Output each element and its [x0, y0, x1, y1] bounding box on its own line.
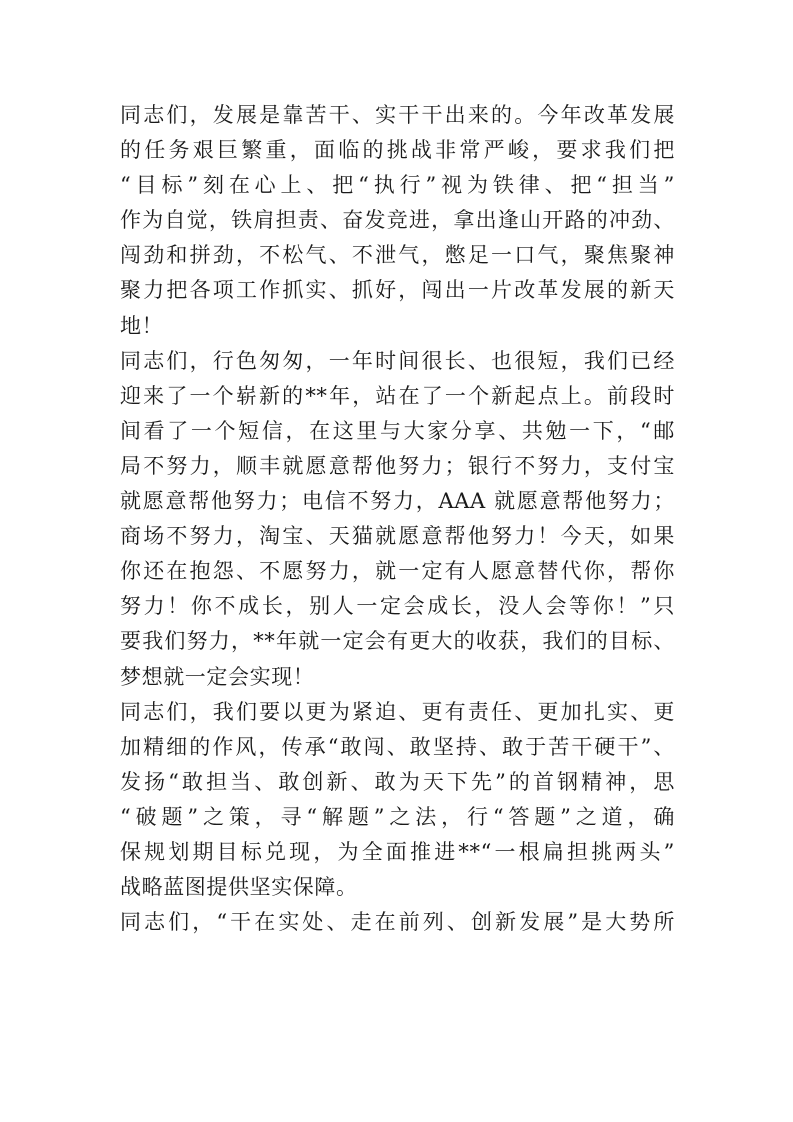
text-line: 梦想就一定会实现！ — [120, 664, 315, 689]
text-line: 聚力把各项工作抓实、抓好，闯出一片改革发展的新天 — [120, 278, 675, 303]
text-line: 迎来了一个崭新的**年，站在了一个新起点上。前段时 — [120, 383, 675, 408]
text-line: 间看了一个短信，在这里与大家分享、共勉一下，“邮 — [120, 418, 675, 443]
text-line: “破题”之策，寻“解题”之法，行“答题”之道，确 — [120, 804, 675, 829]
document-body — [120, 98, 675, 940]
text-line: 闯劲和拼劲，不松气、不泄气，憋足一口气，聚焦聚神 — [120, 243, 675, 268]
paragraph-4 — [120, 905, 675, 940]
paragraph-1 — [120, 98, 675, 344]
text-line: 要我们努力，**年就一定会有更大的收获，我们的目标、 — [120, 629, 675, 654]
text-line: 的任务艰巨繁重，面临的挑战非常严峻，要求我们把 — [120, 138, 675, 163]
paragraph-2 — [120, 344, 675, 695]
text-line: 局不努力，顺丰就愿意帮他努力；银行不努力，支付宝 — [120, 453, 675, 478]
text-line: 地！ — [120, 313, 164, 338]
text-line: 同志们，行色匆匆，一年时间很长、也很短，我们已经 — [120, 348, 675, 373]
text-line: 加精细的作风，传承“敢闯、敢坚持、敢于苦干硬干”、 — [120, 734, 675, 759]
text-line: 你还在抱怨、不愿努力，就一定有人愿意替代你，帮你 — [120, 559, 675, 584]
text-line: 同志们，发展是靠苦干、实干干出来的。今年改革发展 — [120, 103, 675, 127]
text-line: 战略蓝图提供坚实保障。 — [120, 875, 358, 900]
text-line: 商场不努力，淘宝、天猫就愿意帮他努力！今天，如果 — [120, 524, 675, 549]
text-line: 就愿意帮他努力；电信不努力，AAA 就愿意帮他努力； — [120, 489, 675, 514]
text-line: 同志们，我们要以更为紧迫、更有责任、更加扎实、更 — [120, 699, 675, 724]
text-line: 保规划期目标兑现，为全面推进**“一根扁担挑两头” — [120, 839, 675, 864]
text-line: “目标”刻在心上、把“执行”视为铁律、把“担当” — [120, 173, 675, 198]
paragraph-3 — [120, 695, 675, 906]
text-line: 作为自觉，铁肩担责、奋发竞进，拿出逢山开路的冲劲、 — [120, 208, 675, 233]
text-line: 发扬“敢担当、敢创新、敢为天下先”的首钢精神，思 — [120, 769, 675, 794]
text-line: 同志们，“干在实处、走在前列、创新发展”是大势所 — [120, 910, 675, 935]
text-line: 努力！你不成长，别人一定会成长，没人会等你！”只 — [120, 594, 675, 619]
